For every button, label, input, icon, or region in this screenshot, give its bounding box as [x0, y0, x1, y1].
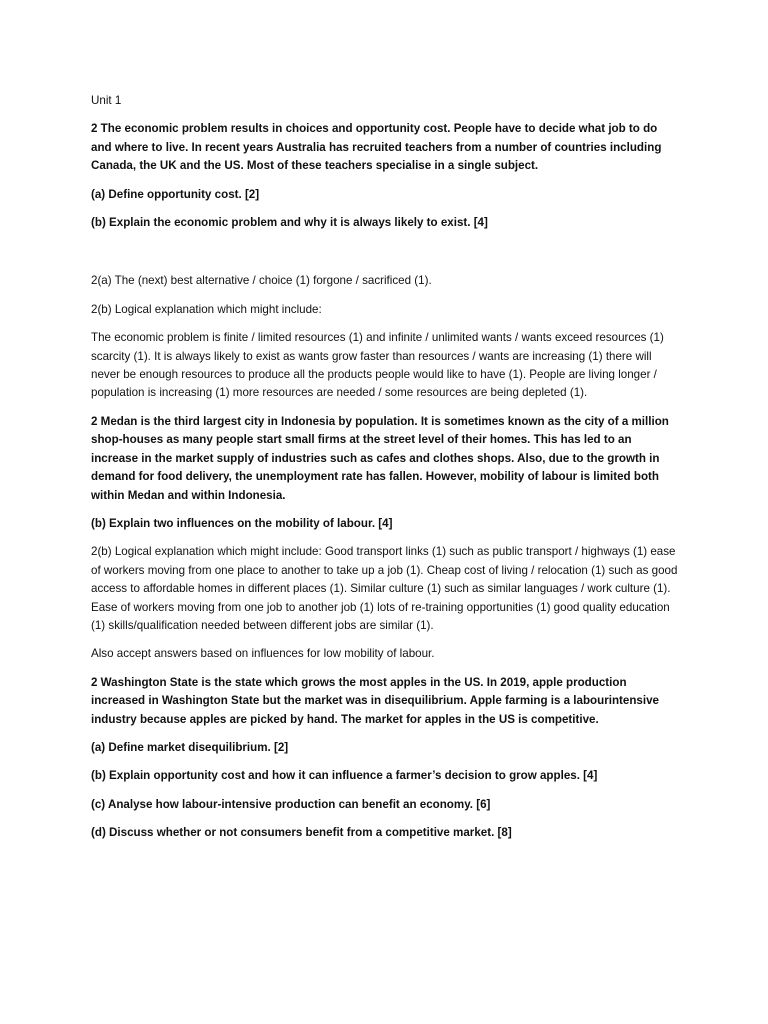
question-3-stem: 2 Washington State is the state which grows the most apples in the US. In 2019, apple production increased in Washington State but the market was in disequilibrium. Apple farming is a labourintensive industry because apples are picked by hand. The market for apples in the US is competitive. [91, 675, 659, 726]
question-1-part-a: (a) Define opportunity cost. [2] [91, 187, 260, 201]
question-2-stem: 2 Medan is the third largest city in Indonesia by population. It is sometimes known as the city of a million shop-houses as many people start small firms at the street level of their homes. This has led to an increase in the market supply of industries such as cafes and clothes shops. Also, due to the growth in demand for food delivery, the unemployment rate has fallen. However, mobility of labour is limited both within Medan and within Indonesia. [91, 414, 669, 502]
answer-1-part-b-intro: 2(b) Logical explanation which might include: [91, 302, 322, 316]
answer-1-part-a: 2(a) The (next) best alternative / choice (1) forgone / sacrificed (1). [91, 274, 432, 288]
answer-1-part-b-body: The economic problem is finite / limited resources (1) and infinite / unlimited wants / wants exceed resources (1) scarcity (1). It is always likely to exist as wants grow faster than resources / wants are increasing (1) there will never be enough resources to produce all the products people would like to have (1). People are living longer / population is increasing (1) more resources are needed / some resources are being depleted (1). [91, 331, 664, 400]
question-2-part-b: (b) Explain two influences on the mobility of labour. [4] [91, 516, 393, 530]
question-3-part-c: (c) Analyse how labour-intensive production can benefit an economy. [6] [91, 797, 491, 811]
answer-2-note: Also accept answers based on influences for low mobility of labour. [91, 647, 435, 661]
answer-2-part-b: 2(b) Logical explanation which might include: Good transport links (1) such as public transport / highways (1) ease of workers moving from one place to another to take up a job (1). Cheap cost of living / relocation (1) such as good access to affordable homes in different places (1). Similar culture (1) such as similar languages / work culture (1). Ease of workers moving from one job to another job (1) lots of re-training opportunities (1) good quality education (1) skills/qualification needed between different jobs are similar (1). [91, 545, 678, 632]
unit-heading: Unit 1 [91, 94, 122, 107]
question-3-part-a: (a) Define market disequilibrium. [2] [91, 740, 289, 754]
question-3-part-d: (d) Discuss whether or not consumers benefit from a competitive market. [8] [91, 826, 512, 840]
document-page [91, 92, 681, 853]
question-1-part-b: (b) Explain the economic problem and why it is always likely to exist. [4] [91, 216, 488, 230]
spacer [91, 242, 681, 272]
question-3-part-b: (b) Explain opportunity cost and how it can influence a farmer’s decision to grow apples. [4] [91, 769, 598, 783]
question-1-stem: 2 The economic problem results in choices and opportunity cost. People have to decide what job to do and where to live. In recent years Australia has recruited teachers from a number of countries including Canada, the UK and the US. Most of these teachers specialise in a single subject. [91, 122, 662, 173]
